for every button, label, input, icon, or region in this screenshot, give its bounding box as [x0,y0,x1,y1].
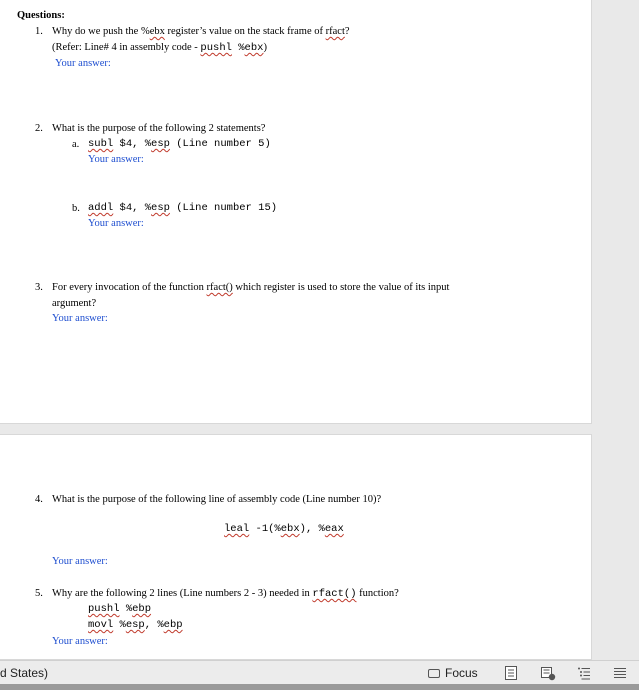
focus-icon [428,669,440,678]
question-1-refer: (Refer: Line# 4 in assembly code - pushl %ebx) [52,42,267,54]
focus-button[interactable] [428,666,478,680]
question-2a-code: subl $4, %esp (Line number 5) [88,138,271,150]
question-2-number: 2. [35,123,43,134]
draft-view-icon[interactable] [612,665,628,681]
question-1-number: 1. [35,26,43,37]
question-2b-code: addl $4, %esp (Line number 15) [88,202,278,214]
question-2-text: What is the purpose of the following 2 statements? [52,123,266,134]
question-5-code-line-2: movl %esp, %ebp [88,619,183,631]
question-3-text-cont: argument? [52,298,97,309]
question-1-answer-field[interactable]: Your answer: [55,58,111,69]
question-2a-answer-field[interactable]: Your answer: [88,154,144,165]
window-bottom-edge [0,684,639,690]
question-4-text: What is the purpose of the following line of assembly code (Line number 10)? [52,494,382,505]
status-states-text: d States) [0,666,49,680]
questions-heading: Questions: [17,10,65,21]
outline-view-icon[interactable] [576,665,592,681]
question-2b-label: b. [72,203,80,214]
print-layout-icon[interactable] [503,665,519,681]
question-5-text: Why are the following 2 lines (Line numbers 2 - 3) needed in rfact() function? [52,588,399,600]
question-5-code-line-1: pushl %ebp [88,603,152,615]
question-2a-label: a. [72,139,80,150]
question-3-number: 3. [35,282,43,293]
document-page-2 [0,434,592,660]
question-3-text: For every invocation of the function rfact() which register is used to store the value of its input [52,282,450,293]
web-layout-icon[interactable] [540,665,556,681]
status-bar [0,660,639,685]
question-4-answer-field[interactable]: Your answer: [52,556,108,567]
question-3-answer-field[interactable]: Your answer: [52,313,108,324]
question-1-text: Why do we push the %ebx register’s value on the stack frame of rfact? [52,26,350,37]
focus-label: Focus [445,666,478,680]
question-4-number: 4. [35,494,43,505]
question-5-number: 5. [35,588,43,599]
question-4-code: leal -1(%ebx), %eax [224,523,344,535]
question-5-answer-field[interactable]: Your answer: [52,636,108,647]
question-2b-answer-field[interactable]: Your answer: [88,218,144,229]
